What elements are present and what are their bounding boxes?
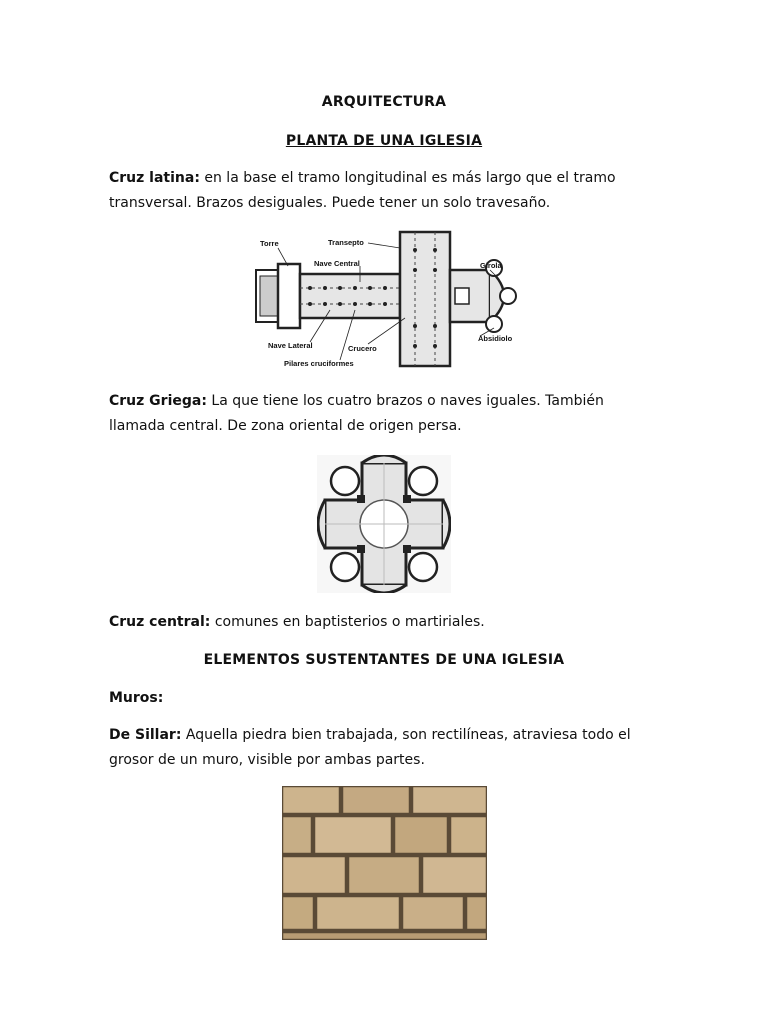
paragraph-de-sillar <box>109 723 649 773</box>
text-cruz-latina: en la base el tramo longitudinal es más largo que el tramo transversal. Brazos desiguales. Puede tener un solo travesaño. <box>109 170 616 211</box>
greek-cross-plan-image <box>317 455 451 593</box>
page-title: ARQUITECTURA <box>321 94 447 110</box>
subheading-muros: Muros: <box>109 690 164 706</box>
term-de-sillar: De Sillar: <box>109 727 182 743</box>
section-title-planta: PLANTA DE UNA IGLESIA <box>285 133 483 149</box>
text-cruz-central: comunes en baptisterios o martiriales. <box>210 614 485 630</box>
label-nave-lateral: Nave Lateral <box>268 341 313 350</box>
paragraph-cruz-griega <box>109 389 649 439</box>
term-cruz-griega: Cruz Griega: <box>109 393 207 409</box>
paragraph-cruz-latina <box>109 166 649 216</box>
label-torre: Torre <box>260 239 279 248</box>
label-girola: Girola <box>480 261 502 270</box>
term-cruz-latina: Cruz latina: <box>109 170 200 186</box>
section-title-elementos: ELEMENTOS SUSTENTANTES DE UNA IGLESIA <box>203 652 565 668</box>
text-de-sillar: Aquella piedra bien trabajada, son rectilíneas, atraviesa todo el grosor de un muro, visible por ambas partes. <box>109 727 631 768</box>
label-pilares-cruciformes: Pilares cruciformes <box>284 359 354 368</box>
label-absidiolo: Absidiolo <box>478 334 513 343</box>
latin-cross-plan-image <box>250 230 520 376</box>
term-cruz-central: Cruz central: <box>109 614 211 630</box>
label-nave-central: Nave Central <box>314 259 360 268</box>
label-crucero: Crucero <box>348 344 377 353</box>
label-transepto: Transepto <box>328 238 364 247</box>
ashlar-wall-image <box>282 786 487 940</box>
text-cruz-griega: La que tiene los cuatro brazos o naves iguales. También llamada central. De zona oriental de origen persa. <box>109 393 604 434</box>
paragraph-cruz-central <box>109 610 649 635</box>
